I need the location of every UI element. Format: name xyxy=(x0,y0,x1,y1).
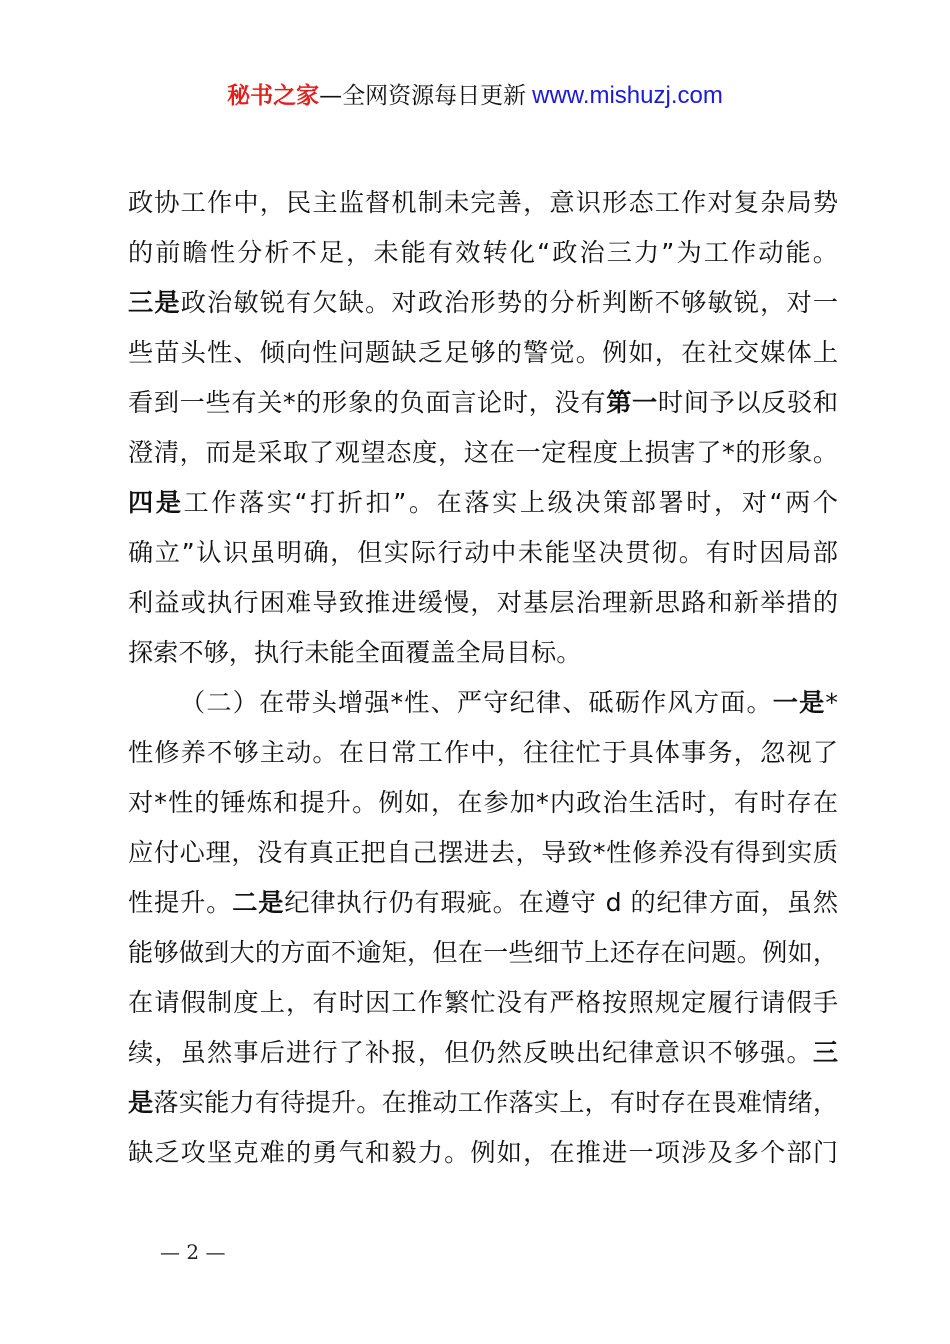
text-line xyxy=(128,978,838,1028)
bold-lead-phrase: 第一 xyxy=(606,388,658,417)
text-segment: 政协工作中，民主监督机制未完善，意识形态工作对复杂局势 xyxy=(128,188,838,217)
text-segment: 对*性的锤炼和提升。例如，在参加*内政治生活时，有时存在 xyxy=(128,788,838,817)
text-segment: 在请假制度上，有时因工作繁忙没有严格按照规定履行请假手 xyxy=(128,988,838,1017)
text-line xyxy=(128,1128,838,1178)
header-tagline: —全网资源每日更新 xyxy=(319,83,527,109)
text-line xyxy=(128,578,838,628)
text-segment: 确立”认识虽明确，但实际行动中未能坚决贯彻。有时因局部 xyxy=(128,538,838,567)
text-line xyxy=(128,378,838,428)
bold-lead-phrase: 四是 xyxy=(128,488,184,517)
text-segment: 缺乏攻坚克难的勇气和毅力。例如，在推进一项涉及多个部门 xyxy=(128,1138,838,1167)
text-segment: 利益或执行困难导致推进缓慢，对基层治理新思路和新举措的 xyxy=(128,588,838,617)
bold-lead-phrase: 二是 xyxy=(232,888,285,917)
text-segment: 工作落实“打折扣”。在落实上级决策部署时，对“两个 xyxy=(183,488,838,517)
text-segment: * xyxy=(825,688,839,717)
text-line xyxy=(128,678,838,728)
text-segment: （二）在带头增强*性、严守纪律、砥砺作风方面。 xyxy=(180,688,773,717)
text-line xyxy=(128,478,838,528)
text-line xyxy=(128,778,838,828)
text-line xyxy=(128,928,838,978)
text-segment: 应付心理，没有真正把自己摆进去，导致*性修养没有得到实质 xyxy=(128,838,838,867)
text-line xyxy=(128,1028,838,1078)
text-segment: 续，虽然事后进行了补报，但仍然反映出纪律意识不够强。 xyxy=(128,1038,813,1067)
text-line xyxy=(128,428,838,478)
bold-lead-phrase: 一是 xyxy=(772,688,826,717)
text-line xyxy=(128,878,838,928)
text-segment: 看到一些有关*的形象的负面言论时，没有 xyxy=(128,388,607,417)
text-line xyxy=(128,178,838,228)
text-line xyxy=(128,728,838,778)
text-segment: 些苗头性、倾向性问题缺乏足够的警觉。例如，在社交媒体上 xyxy=(128,338,838,367)
text-segment: 澄清，而是采取了观望态度，这在一定程度上损害了*的形象。 xyxy=(128,438,838,467)
text-segment: 性提升。 xyxy=(128,888,233,917)
document-body xyxy=(128,178,838,1178)
bold-lead-phrase: 三 xyxy=(812,1038,838,1067)
text-segment: 的前瞻性分析不足，未能有效转化“政治三力”为工作动能。 xyxy=(128,238,838,267)
text-segment: 纪律执行仍有瑕疵。在遵守 d 的纪律方面，虽然 xyxy=(284,888,839,917)
text-line xyxy=(128,528,838,578)
brand-name: 秘书之家 xyxy=(227,83,320,109)
site-url-link[interactable]: www.mishuzj.com xyxy=(532,82,723,109)
text-segment: 落实能力有待提升。在推动工作落实上，有时存在畏难情绪， xyxy=(153,1088,839,1117)
text-segment: 政治敏锐有欠缺。对政治形势的分析判断不够敏锐，对一 xyxy=(180,288,839,317)
text-segment: 性修养不够主动。在日常工作中，往往忙于具体事务，忽视了 xyxy=(128,738,838,767)
bold-lead-phrase: 是 xyxy=(128,1088,154,1117)
text-line xyxy=(128,628,838,678)
text-line xyxy=(128,228,838,278)
site-header xyxy=(0,80,950,112)
text-segment: 时间予以反驳和 xyxy=(657,388,839,417)
text-line xyxy=(128,1078,838,1128)
text-line xyxy=(128,278,838,328)
text-line xyxy=(128,328,838,378)
text-segment: 探索不够，执行未能全面覆盖全局目标。 xyxy=(128,638,582,667)
text-segment: 能够做到大的方面不逾矩，但在一些细节上还存在问题。例如， xyxy=(128,938,838,967)
text-line xyxy=(128,828,838,878)
bold-lead-phrase: 三是 xyxy=(128,288,181,317)
page-number: — 2 — xyxy=(160,1240,226,1264)
